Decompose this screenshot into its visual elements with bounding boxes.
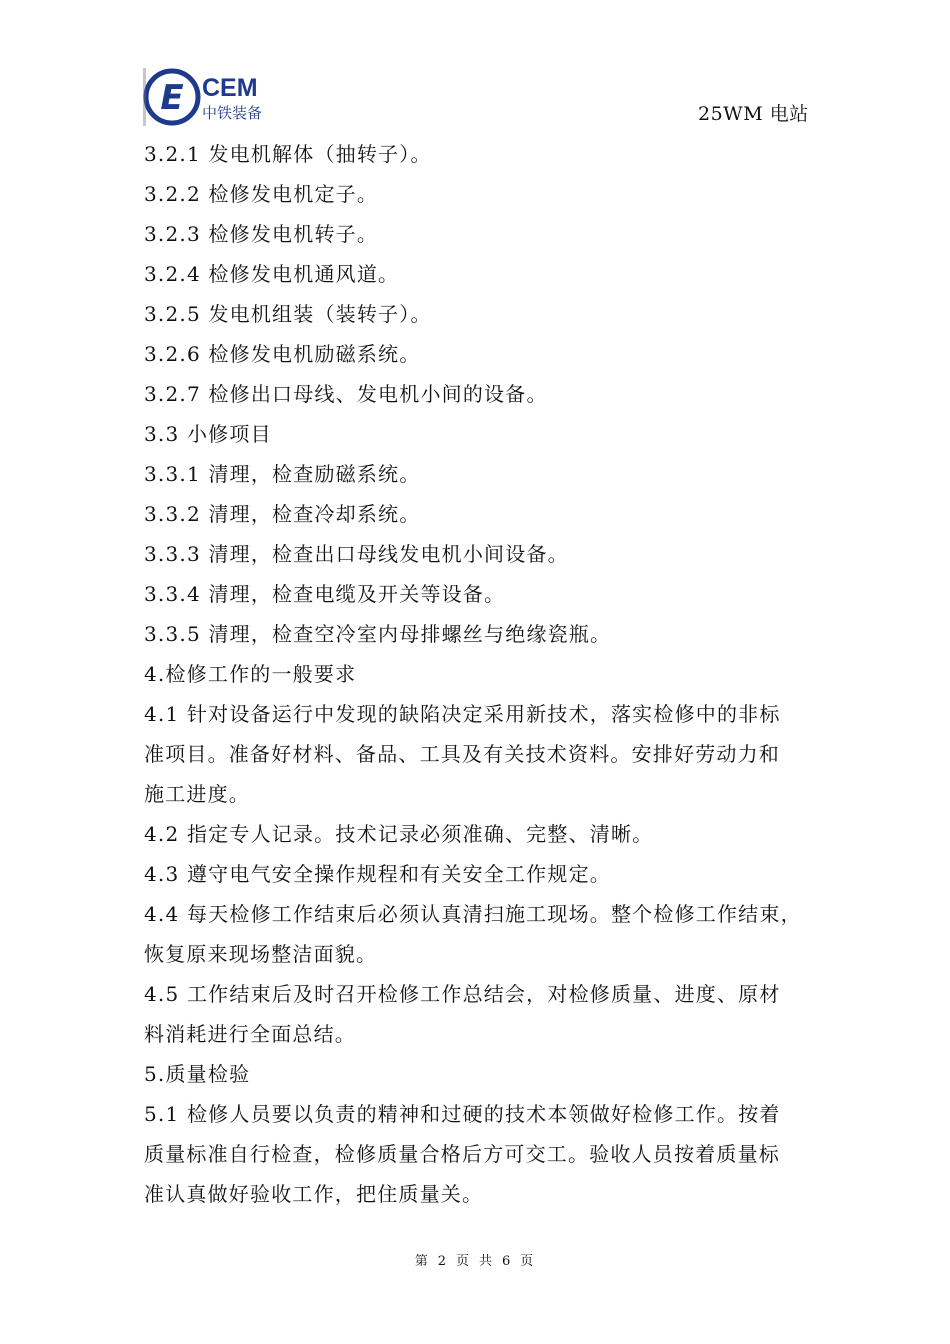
footer-total-label: 共 xyxy=(479,1254,495,1269)
cem-logo-icon xyxy=(143,68,273,126)
text-line: 3.3.1 清理，检查励磁系统。 xyxy=(144,462,421,486)
footer-total-pages: 6 xyxy=(502,1254,513,1269)
text-line: 3.2.1 发电机解体（抽转子）。 xyxy=(144,142,432,166)
text-line: 5.1 检修人员要以负责的精神和过硬的技术本领做好检修工作。按着 xyxy=(144,1102,781,1126)
header-title: 25WM 电站 xyxy=(698,103,809,125)
text-line: 3.3 小修项目 xyxy=(144,422,272,446)
footer-suffix: 页 xyxy=(520,1254,536,1269)
footer-page-label: 页 xyxy=(455,1254,471,1269)
text-line: 3.3.2 清理，检查冷却系统。 xyxy=(144,502,421,526)
document-body xyxy=(144,134,812,1214)
text-line: 4.5 工作结束后及时召开检修工作总结会，对检修质量、进度、原材 xyxy=(144,982,781,1006)
logo-subtext: 中铁装备 xyxy=(202,104,263,122)
page-footer xyxy=(0,1250,950,1269)
text-line: 4.4 每天检修工作结束后必须认真清扫施工现场。整个检修工作结束， xyxy=(144,902,802,926)
text-line: 5.质量检验 xyxy=(144,1062,251,1086)
text-line: 恢复原来现场整洁面貌。 xyxy=(144,942,378,966)
footer-page-number: 2 xyxy=(437,1254,448,1269)
text-line: 3.3.3 清理，检查出口母线发电机小间设备。 xyxy=(144,542,569,566)
text-line: 4.1 针对设备运行中发现的缺陷决定采用新技术，落实检修中的非标 xyxy=(144,702,781,726)
text-line: 3.2.3 检修发电机转子。 xyxy=(144,222,379,246)
text-line: 质量标准自行检查，检修质量合格后方可交工。验收人员按着质量标 xyxy=(144,1142,780,1166)
text-line: 3.2.4 检修发电机通风道。 xyxy=(144,262,400,286)
text-line: 3.2.2 检修发电机定子。 xyxy=(144,182,379,206)
text-line: 3.3.5 清理，检查空冷室内母排螺丝与绝缘瓷瓶。 xyxy=(144,622,612,646)
text-line: 3.2.5 发电机组装（装转子）。 xyxy=(144,302,432,326)
text-line: 准认真做好验收工作，把住质量关。 xyxy=(144,1182,484,1206)
text-line: 4.3 遵守电气安全操作规程和有关安全工作规定。 xyxy=(144,862,611,886)
text-line: 4.2 指定专人记录。技术记录必须准确、完整、清晰。 xyxy=(144,822,654,846)
text-line: 料消耗进行全面总结。 xyxy=(144,1022,356,1046)
company-logo xyxy=(143,68,273,126)
logo-letter: E xyxy=(160,78,184,118)
footer-prefix: 第 xyxy=(414,1254,430,1269)
text-line: 4.检修工作的一般要求 xyxy=(144,662,357,686)
logo-text: CEM xyxy=(202,74,258,102)
text-line: 3.3.4 清理，检查电缆及开关等设备。 xyxy=(144,582,506,606)
text-line: 施工进度。 xyxy=(144,782,250,806)
text-line: 3.2.7 检修出口母线、发电机小间的设备。 xyxy=(144,382,548,406)
text-line: 3.2.6 检修发电机励磁系统。 xyxy=(144,342,421,366)
text-line: 准项目。准备好材料、备品、工具及有关技术资料。安排好劳动力和 xyxy=(144,742,780,766)
